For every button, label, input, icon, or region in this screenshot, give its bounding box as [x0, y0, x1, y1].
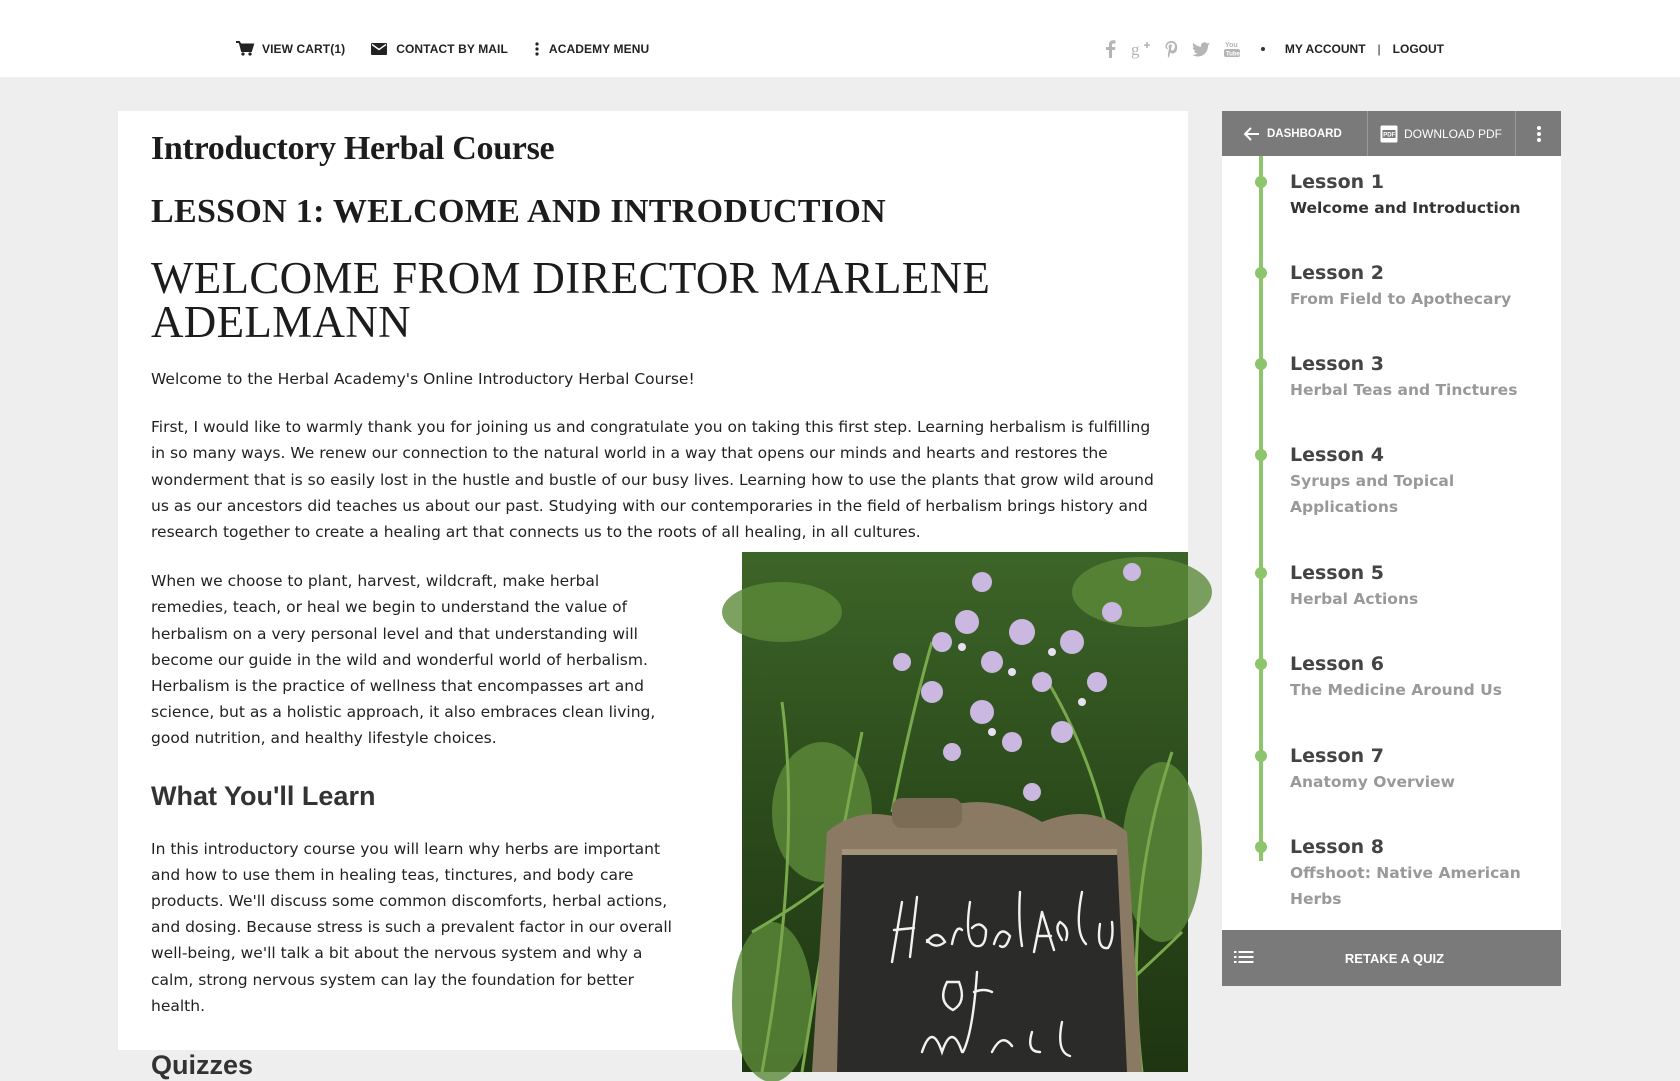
retake-quiz-button[interactable]	[1222, 930, 1561, 986]
garden-sign-illustration	[742, 552, 1188, 1072]
vertical-dots-icon	[1536, 125, 1542, 143]
sidebar-toolbar	[1222, 111, 1561, 156]
arrow-left-icon	[1244, 127, 1260, 141]
lesson-name: Offshoot: Native American Herbs	[1290, 864, 1521, 908]
what-you-learn-heading: What You'll Learn	[151, 780, 376, 811]
retake-quiz-label: RETAKE A QUIZ	[1344, 950, 1445, 966]
academy-menu-label: ACADEMY MENU	[548, 41, 650, 56]
lesson-number: Lesson 4	[1290, 444, 1385, 466]
lesson-name: Syrups and Topical Applications	[1290, 472, 1455, 516]
lesson-list	[1222, 156, 1561, 930]
svg-text:PDF: PDF	[1383, 132, 1396, 138]
herbal-academy-photo	[742, 552, 1188, 1072]
lesson-name: Anatomy Overview	[1290, 773, 1455, 791]
timeline-dot	[1255, 841, 1267, 853]
lesson-name: Herbal Teas and Tinctures	[1290, 381, 1518, 399]
lesson-number: Lesson 3	[1290, 353, 1385, 375]
pdf-icon	[1380, 125, 1398, 143]
academy-menu-link[interactable]	[534, 42, 649, 56]
lesson-body	[151, 127, 1161, 1081]
paragraph-3: In this introductory course you will learn why herbs are important and how to use them in healing teas, tinctures, and body care products. We'll discuss some common discomforts, herbal actions, and dosing. Because stress is such a prevalent factor in our overall well-being, we'll talk a bit about the nervous system and why a calm, strong nervous system can lay the foundation for better health.	[151, 839, 672, 1015]
paragraph-1-main: First, I would like to warmly thank you for joining us and congratulate you on taking this first step. Learning herbalism is fulfilling in so many ways. We renew our connection to the natural world in a way that opens our minds and hearts and restores the wonderment that is so easily lost in the hustle and bustle of our busy lives. Learning how to use the plants that grow wild around us as our ancestors did teaches us about our past. Studying with our contemporaries in the field of herbalism brings history and research together to create a	[151, 418, 1154, 542]
view-cart-label: VIEW CART(1)	[262, 41, 346, 56]
pinterest-icon[interactable]	[1164, 40, 1179, 58]
lesson-name: The Medicine Around Us	[1290, 681, 1502, 699]
svg-text:g: g	[1130, 40, 1140, 59]
timeline-dot	[1255, 176, 1267, 188]
contact-by-mail-link[interactable]	[371, 42, 508, 56]
timeline-dot	[1255, 567, 1267, 579]
nav-pipe-separator: |	[1377, 42, 1381, 56]
lesson-name: From Field to Apothecary	[1290, 290, 1512, 308]
dashboard-label: DASHBOARD	[1267, 127, 1342, 140]
svg-text:Tube: Tube	[1225, 51, 1240, 58]
top-bar	[0, 0, 1680, 77]
my-account-link[interactable]: MY ACCOUNT	[1284, 42, 1366, 56]
top-nav-left	[236, 41, 649, 56]
lesson-content	[118, 111, 1188, 1081]
svg-text:You: You	[1224, 42, 1238, 49]
timeline-dot	[1255, 658, 1267, 670]
course-title: Introductory Herbal Course	[151, 130, 555, 167]
lesson-title: LESSON 1: WELCOME AND INTRODUCTION	[151, 193, 887, 230]
contact-by-mail-label: CONTACT BY MAIL	[396, 41, 508, 56]
welcome-heading: WELCOME FROM DIRECTOR MARLENE ADELMANN	[151, 253, 991, 347]
intro-paragraph: Welcome to the Herbal Academy's Online Introductory Herbal Course!	[151, 370, 695, 388]
logout-link[interactable]: LOGOUT	[1392, 42, 1444, 56]
nav-dot-separator	[1261, 47, 1265, 51]
view-cart-link[interactable]	[236, 41, 345, 56]
lesson-number: Lesson 6	[1290, 653, 1385, 675]
download-pdf-button[interactable]	[1368, 111, 1516, 156]
timeline-dot	[1255, 267, 1267, 279]
lesson-number: Lesson 1	[1290, 171, 1385, 193]
timeline-dot	[1255, 750, 1267, 762]
paragraph-1	[151, 414, 1156, 545]
lesson-number: Lesson 7	[1290, 745, 1385, 767]
dashboard-button[interactable]	[1222, 111, 1368, 156]
lesson-sidebar	[1222, 111, 1561, 986]
lesson-name: Welcome and Introduction	[1290, 199, 1521, 217]
list-icon	[1234, 950, 1254, 964]
download-pdf-label: DOWNLOAD PDF	[1404, 126, 1503, 141]
youtube-icon[interactable]	[1223, 40, 1241, 58]
vertical-dots-icon	[534, 42, 540, 56]
photo-sign-text: Herbal Academy of New England	[742, 552, 759, 553]
sidebar-more-button[interactable]	[1516, 111, 1561, 156]
quizzes-heading: Quizzes	[151, 1050, 254, 1081]
cart-icon	[236, 41, 253, 56]
lesson-name: Herbal Actions	[1290, 590, 1419, 608]
lesson-number: Lesson 8	[1290, 836, 1385, 858]
twitter-icon[interactable]	[1192, 42, 1210, 57]
timeline-dot	[1255, 449, 1267, 461]
facebook-icon[interactable]	[1104, 40, 1118, 58]
lesson-number: Lesson 2	[1290, 262, 1385, 284]
social-links	[1104, 40, 1241, 58]
google-plus-icon[interactable]	[1131, 40, 1151, 58]
top-nav-right	[1104, 40, 1444, 58]
mail-icon	[371, 43, 387, 55]
paragraph-2: When we choose to plant, harvest, wildcraft, make herbal remedies, teach, or heal we begin to understand the value of herbalism on a very personal level and that understanding will become our guide in the wild and wonderful world of herbalism. Herbalism is the practice of wellness that encompasses art and science, but as a holistic approach, it also embraces clean living, good nutrition, and healthy lifestyle choices.	[151, 572, 656, 748]
paragraph-1-tail: healing art that connects us to the roots of all healing, in all cultures.	[383, 523, 921, 542]
timeline-dot	[1255, 358, 1267, 370]
lesson-number: Lesson 5	[1290, 562, 1385, 584]
